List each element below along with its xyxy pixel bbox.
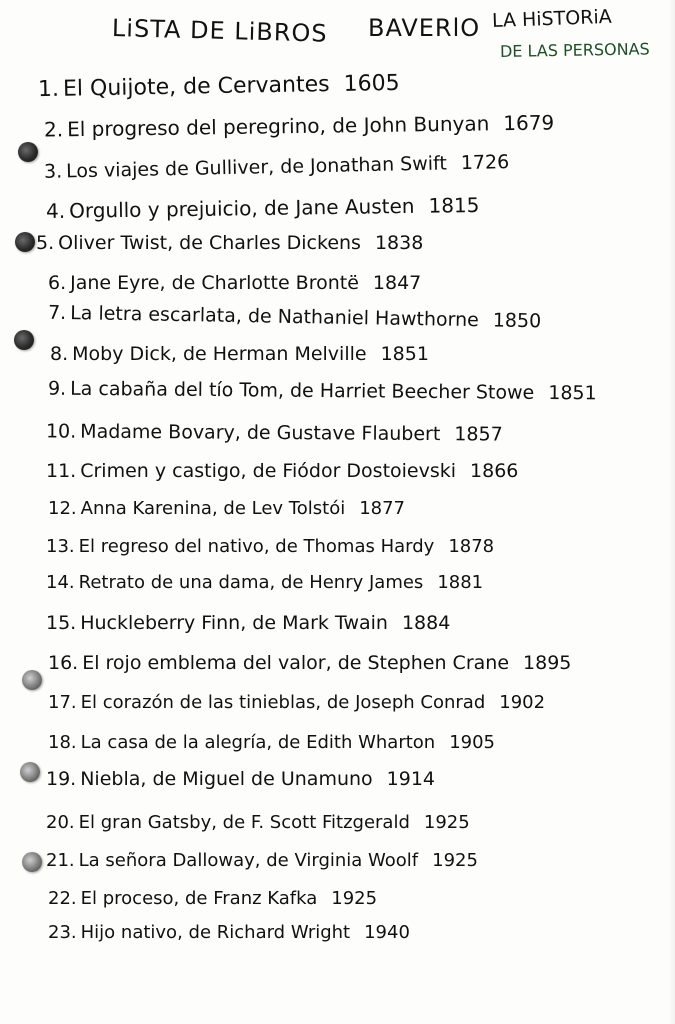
book-title: El regreso del nativo <box>78 536 264 557</box>
header-title-history: LA HiSTORiA <box>491 5 613 32</box>
list-item <box>46 814 470 832</box>
book-author: de Cervantes <box>182 72 330 100</box>
list-item <box>46 852 478 870</box>
book-separator: , <box>211 498 224 519</box>
book-index: 20. <box>46 812 75 833</box>
book-year: 1877 <box>359 498 406 519</box>
book-title: El gran Gatsby <box>78 812 212 833</box>
book-title: La señora Dalloway <box>78 850 255 871</box>
book-index: 19. <box>46 768 77 790</box>
list-item <box>45 192 480 224</box>
book-title: La letra escarlata <box>69 302 237 327</box>
book-title: Moby Dick <box>72 343 171 365</box>
book-author: de Charles Dickens <box>179 232 361 254</box>
book-year: 1925 <box>331 888 378 909</box>
list-item <box>46 462 518 481</box>
book-title: El progreso del peregrino <box>66 113 320 142</box>
book-separator: , <box>263 536 276 557</box>
book-index: 14. <box>46 572 75 593</box>
book-year: 1605 <box>343 70 400 97</box>
book-index: 7. <box>47 301 67 325</box>
book-separator: , <box>235 304 249 328</box>
book-title: Orgullo y prejuicio <box>68 196 252 223</box>
book-index: 6. <box>48 272 67 294</box>
book-index: 11. <box>46 460 77 482</box>
book-year: 1940 <box>364 922 410 943</box>
book-separator: , <box>315 692 327 713</box>
book-separator: , <box>140 768 153 790</box>
list-item <box>48 734 495 752</box>
book-year: 1815 <box>428 192 480 218</box>
book-separator: , <box>254 850 267 871</box>
book-title: El Quijote <box>62 74 170 102</box>
book-year: 1857 <box>454 423 503 446</box>
book-index: 21. <box>46 850 75 871</box>
list-item <box>44 153 510 182</box>
book-title: La casa de la alegría <box>80 732 267 753</box>
book-author: de John Bunyan <box>332 111 490 138</box>
book-author: de Joseph Conrad <box>326 692 486 713</box>
list-item <box>46 770 435 789</box>
book-title: El rojo emblema del valor <box>82 652 326 674</box>
book-title: Anna Karenina <box>80 498 212 519</box>
book-separator: , <box>240 612 253 634</box>
book-author: de Harriet Beecher Stowe <box>289 379 535 404</box>
book-separator: , <box>251 195 265 221</box>
book-year: 1914 <box>386 768 436 790</box>
list-item <box>48 694 545 712</box>
book-author: de Herman Melville <box>182 343 367 365</box>
book-title: El proceso <box>80 888 174 909</box>
book-year: 1850 <box>492 309 542 333</box>
book-separator: , <box>168 74 184 100</box>
book-year: 1905 <box>449 732 496 753</box>
book-index: 18. <box>48 732 77 753</box>
header-title-source: BAVERlO <box>368 14 481 42</box>
book-title: Los viajes de Gulliver <box>65 156 269 183</box>
list-item <box>48 890 377 908</box>
book-year: 1895 <box>523 652 572 674</box>
book-year: 1925 <box>432 850 478 871</box>
book-year: 1851 <box>380 343 429 365</box>
book-author: de Stephen Crane <box>337 652 510 674</box>
book-separator: , <box>325 652 338 674</box>
book-separator: , <box>240 460 253 482</box>
book-separator: , <box>177 922 189 943</box>
list-item <box>50 345 429 364</box>
list-item <box>46 538 494 556</box>
book-separator: , <box>269 572 281 593</box>
list-item <box>46 574 483 592</box>
book-title: El corazón de las tinieblas <box>80 692 316 713</box>
book-separator: , <box>277 379 291 402</box>
header-title-list: LiSTA DE LiBROS <box>111 14 328 48</box>
book-index: 23. <box>48 922 77 943</box>
book-index: 15. <box>46 612 77 634</box>
book-author: de Henry James <box>280 572 424 593</box>
book-year: 1838 <box>374 232 424 254</box>
book-author: de Miguel de Unamuno <box>152 768 373 790</box>
book-author: de F. Scott Fitzgerald <box>222 812 410 833</box>
list-item <box>47 377 597 405</box>
book-title: Huckleberry Finn <box>80 612 241 634</box>
book-index: 8. <box>50 343 69 365</box>
list-item <box>36 234 423 253</box>
list-item <box>46 422 503 444</box>
book-separator: , <box>159 272 172 294</box>
book-index: 16. <box>48 652 79 674</box>
book-author: de Lev Tolstói <box>223 498 346 519</box>
list-item <box>47 301 542 333</box>
book-author: de Gustave Flaubert <box>246 421 441 446</box>
book-author: de Fiódor Dostoievski <box>252 460 457 482</box>
book-index: 3. <box>43 160 63 183</box>
book-separator: , <box>267 155 281 179</box>
book-title: Madame Bovary <box>80 420 235 444</box>
book-author: de Richard Wright <box>188 922 351 943</box>
book-year: 1866 <box>470 460 519 482</box>
book-author: de Franz Kafka <box>185 888 318 909</box>
book-author: de Mark Twain <box>252 612 388 634</box>
book-separator: , <box>266 732 278 753</box>
book-title: Jane Eyre <box>70 272 160 294</box>
book-author: de Jonathan Swift <box>280 152 448 178</box>
book-index: 9. <box>47 377 67 400</box>
list-item <box>48 654 571 673</box>
list-item <box>46 614 450 633</box>
book-separator: , <box>234 421 247 444</box>
book-index: 22. <box>48 888 77 909</box>
book-index: 17. <box>48 692 77 713</box>
book-year: 1679 <box>503 110 555 136</box>
book-author: de Nathaniel Hawthorne <box>247 305 480 332</box>
book-separator: , <box>173 888 185 909</box>
book-author: de Charlotte Brontë <box>171 272 359 294</box>
book-index: 13. <box>46 536 75 557</box>
book-author: de Virginia Woolf <box>266 850 419 871</box>
book-year: 1851 <box>548 381 597 405</box>
book-separator: , <box>170 343 183 365</box>
list-item <box>37 70 400 103</box>
book-index: 10. <box>45 420 77 443</box>
book-title: La cabaña del tío Tom <box>70 377 279 402</box>
book-year: 1925 <box>423 812 470 833</box>
book-year: 1902 <box>499 692 546 713</box>
list-item <box>43 110 555 142</box>
book-year: 1847 <box>372 272 422 294</box>
book-author: de Jane Austen <box>263 193 415 220</box>
header-title-people: DE LAS PERSONAS <box>499 39 650 61</box>
book-separator: , <box>319 113 333 138</box>
book-index: 12. <box>48 498 77 519</box>
book-year: 1881 <box>437 572 484 593</box>
book-author: de Edith Wharton <box>277 732 436 753</box>
list-item <box>48 274 421 293</box>
book-separator: , <box>167 232 180 254</box>
book-title: Hijo nativo <box>80 922 178 943</box>
book-author: de Thomas Hardy <box>275 536 435 557</box>
book-title: Niebla <box>80 768 141 790</box>
book-title: Oliver Twist <box>58 232 168 254</box>
list-item <box>48 924 410 942</box>
book-title: Retrato de una dama <box>78 572 270 593</box>
book-year: 1884 <box>401 612 451 634</box>
book-year: 1878 <box>448 536 495 557</box>
book-title: Crimen y castigo <box>80 460 241 482</box>
book-index: 5. <box>36 232 55 254</box>
list-item <box>48 500 405 518</box>
book-index: 4. <box>45 198 66 224</box>
book-separator: , <box>211 812 223 833</box>
book-index: 1. <box>37 76 60 103</box>
book-year: 1726 <box>460 151 510 175</box>
book-index: 2. <box>43 117 64 142</box>
